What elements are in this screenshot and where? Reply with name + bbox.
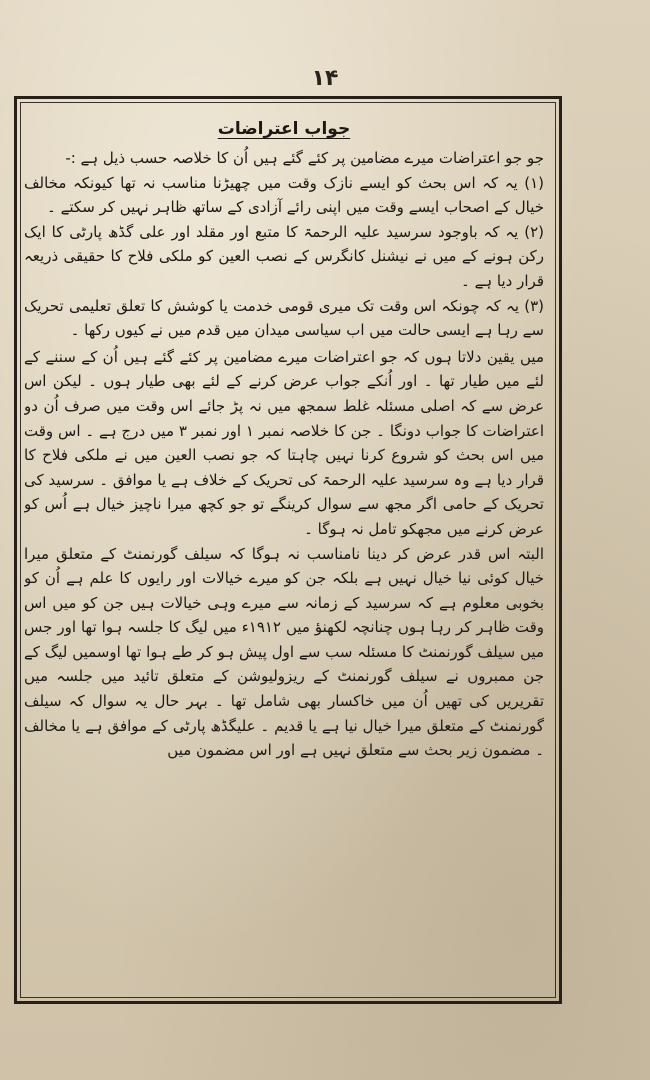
intro-paragraph: جو جو اعتراضات میرے مضامین پر کئے گئے ہیں اُن کا خلاصہ حسب ذیل ہے :-	[65, 149, 544, 167]
article-body	[24, 116, 544, 986]
objection-point-1: (۱) یہ کہ اس بحث کو ایسے نازک وقت میں چھیڑنا مناسب نہ تھا کیونکہ مخالف خیال کے اصحاب ایسے وقت میں اپنی رائے آزادی کے ساتھ ظاہر نہیں کر سکتے ۔	[24, 173, 544, 217]
objection-point-2: (۲) یہ کہ باوجود سرسید علیہ الرحمۃ کا متبع اور مقلد اور علی گڈھ پارٹی کا ایک رکن ہونے کے میں نے نیشنل کانگرس کے نصب العین کو ملکی فلاح کا حقیقی ذریعہ قرار دیا ہے ۔	[24, 222, 544, 290]
page-number: ۱۴	[311, 66, 339, 91]
self-government-paragraph: البتہ اس قدر عرض کر دینا نامناسب نہ ہوگا کہ سیلف گورنمنٹ کے متعلق میرا خیال کوئی نیا خیال نہیں ہے بلکہ جن کو میرے خیالات اور رایوں کا علم ہے اُن کو بخوبی معلوم ہے کہ سرسید کے زمانہ سے میرے وہی خیالات ہیں جن کو میں اس وقت ظاہر کر رہا ہوں چنانچہ لکھنؤ میں ۱۹۱۲ء میں لیگ کا جلسہ ہوا تھا اور جس میں سیلف گورنمنٹ کا مسئلہ سب سے اول پیش ہو کر طے ہوا تھا اوسمیں لیگ کے جن ممبروں نے سیلف گورنمنٹ کے ریزولیوشن کے متعلق تائید میں جلسہ میں تقریریں کی تھیں اُن میں خاکسار بھی شامل تھا ۔ بہر حال یہ سوال کہ سیلف گورنمنٹ کے متعلق میرا خیال نیا ہے یا قدیم ۔ علیگڈھ پارٹی کے موافق ہے یا مخالف ۔ مضمون زیر بحث سے متعلق نہیں ہے اور اس مضمون میں	[24, 544, 544, 760]
response-paragraph: میں یقین دلاتا ہوں کہ جو اعتراضات میرے مضامین پر کئے گئے ہیں اُن کے سننے کے لئے میں طیار تھا ۔ اور اُنکے جواب عرض کرنے کے لئے بھی طیار ہوں ۔ لیکن اس عرض سے کہ اصلی مسئلہ غلط سمجھ میں نہ پڑ جائے اس وقت میں صرف اُن دو اعتراضات کا جواب دونگا ۔ جن کا خلاصہ نمبر ۱ اور نمبر ۳ میں درج ہے ۔ اس وقت میں اس بحث کو شروع کرنا نہیں چاہتا کہ جو نصب العین میں نے ملکی فلاح کا قرار دیا ہے وہ سرسید علیہ الرحمۃ کی تحریک کے خلاف ہے یا موافق ۔ سرسید کی تحریک کے حامی اگر مجھ سے سوال کرینگے تو جو کچھ میرا ناچیز خیال ہے اُس کو عرض کرنے میں مجھکو تامل نہ ہوگا ۔	[24, 347, 544, 538]
article-title: جواب اعتراضات	[217, 119, 351, 139]
objection-point-3: (۳) یہ کہ چونکہ اس وقت تک میری قومی خدمت یا کوشش کا تعلق تعلیمی تحریک سے رہا ہے ایسی حالت میں اب سیاسی میدان میں قدم میں نے کیوں رکھا ۔	[24, 296, 544, 340]
